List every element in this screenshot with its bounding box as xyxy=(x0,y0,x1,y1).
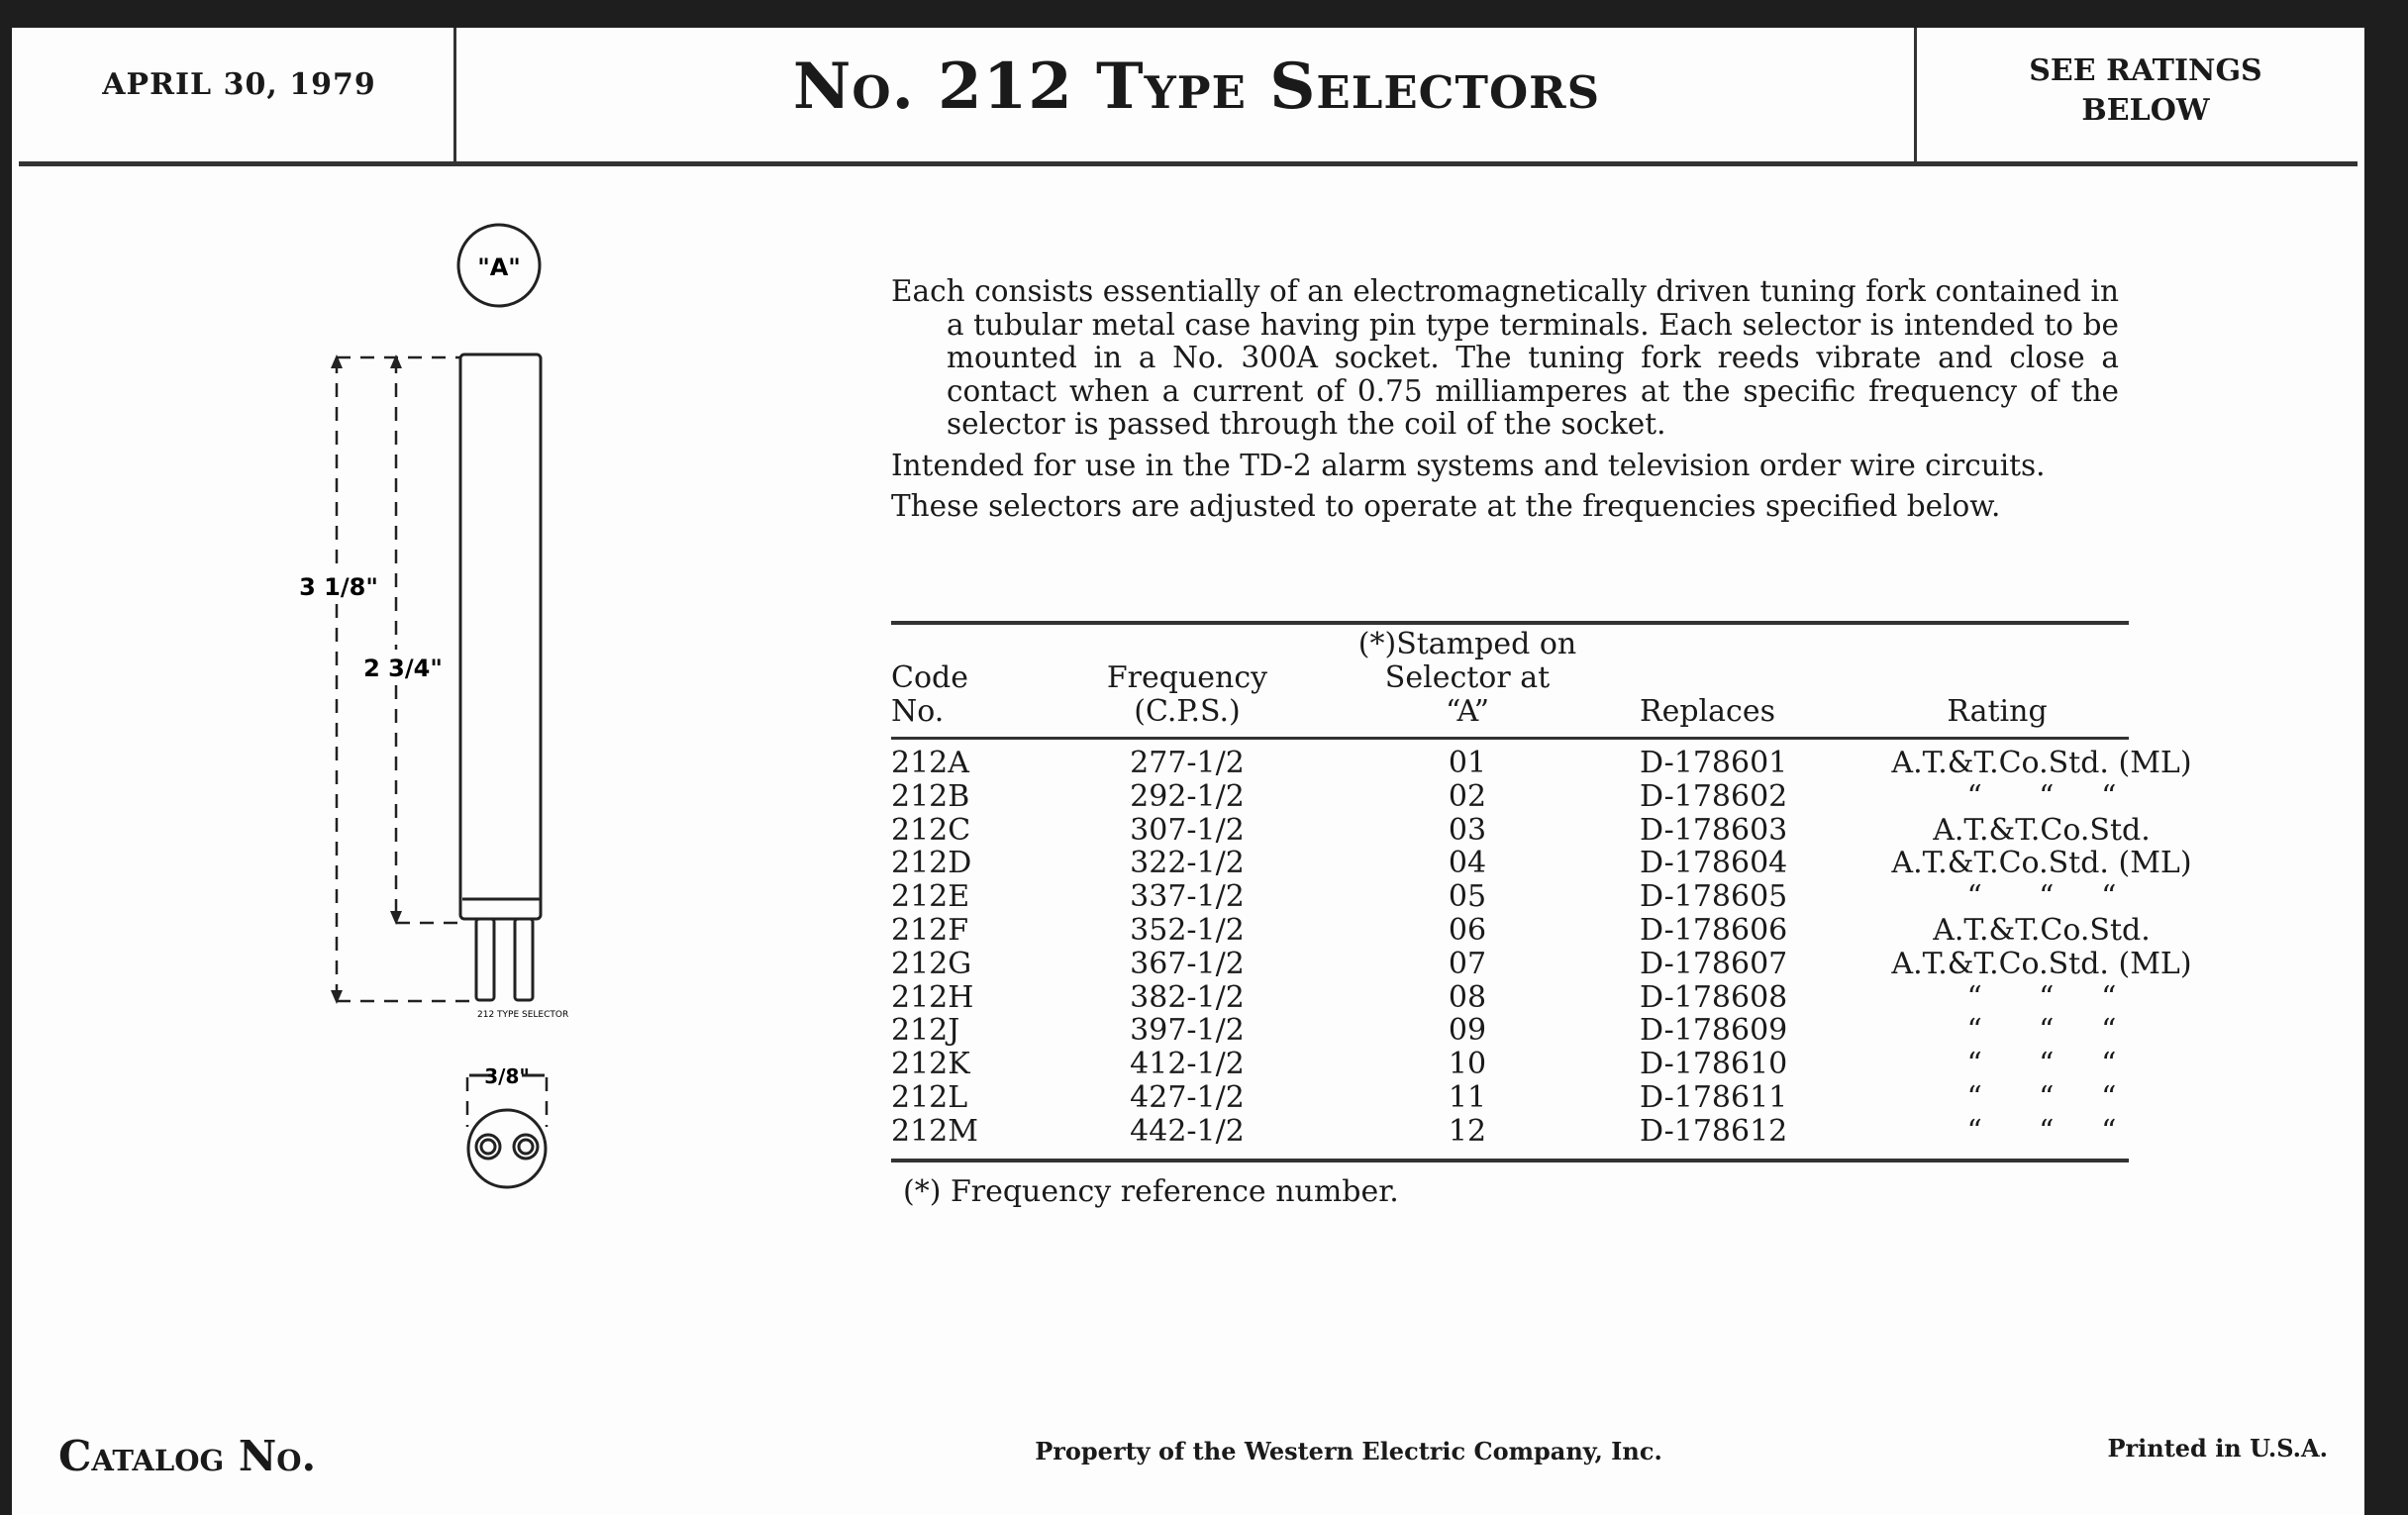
col-header-code xyxy=(891,661,968,729)
cell-frequency: 367-1/2 xyxy=(1130,946,1245,981)
catalog-sheet xyxy=(12,28,2364,1515)
page-title: No. 212 Type Selectors xyxy=(792,50,1601,124)
cell-frequency: 382-1/2 xyxy=(1130,979,1245,1015)
cell-stamped: 07 xyxy=(1448,946,1487,981)
ratings-note-line2: BELOW xyxy=(2081,93,2210,128)
cell-rating: “ “ “ xyxy=(1966,1013,2117,1049)
table-header-rule xyxy=(891,737,2129,740)
property-notice: Property of the Western Electric Company, Inc. xyxy=(1035,1437,1662,1465)
table-row xyxy=(12,1048,2364,1081)
cell-frequency: 322-1/2 xyxy=(1130,846,1245,881)
table-row xyxy=(12,914,2364,948)
printed-notice: Printed in U.S.A. xyxy=(2107,1434,2328,1463)
cell-frequency: 337-1/2 xyxy=(1130,879,1245,915)
case-length-label: 2 3/4" xyxy=(363,655,443,682)
cell-rating: “ “ “ xyxy=(1966,979,2117,1015)
table-footnote: (*) Frequency reference number. xyxy=(903,1174,1399,1209)
table-row xyxy=(12,948,2364,981)
cell-frequency: 307-1/2 xyxy=(1130,812,1245,848)
cell-replaces: D-178605 xyxy=(1640,879,1788,915)
cell-stamped: 06 xyxy=(1448,913,1487,948)
cell-stamped: 04 xyxy=(1448,846,1487,881)
cell-rating: A.T.&T.Co.Std. xyxy=(1933,812,2151,848)
cell-stamped: 01 xyxy=(1448,746,1487,780)
cell-replaces: D-178603 xyxy=(1640,812,1788,848)
cell-replaces: D-178609 xyxy=(1640,1013,1788,1049)
col-header-frequency-line: (C.P.S.) xyxy=(1134,694,1241,729)
col-header-frequency-line: Frequency xyxy=(1106,660,1268,695)
cell-code: 212J xyxy=(891,1013,960,1049)
cell-replaces: D-178608 xyxy=(1640,979,1788,1015)
cell-stamped: 05 xyxy=(1448,879,1487,915)
ratings-note-line1: SEE RATINGS xyxy=(2029,53,2262,88)
cell-frequency: 352-1/2 xyxy=(1130,913,1245,948)
table-row xyxy=(12,981,2364,1015)
cell-replaces: D-178611 xyxy=(1640,1080,1788,1115)
cell-code: 212C xyxy=(891,812,971,848)
description-paragraph: Intended for use in the TD-2 alarm systems and television order wire circuits. xyxy=(891,448,2046,482)
cell-code: 212E xyxy=(891,879,970,915)
ratings-note xyxy=(1927,51,2364,131)
cell-replaces: D-178604 xyxy=(1640,846,1788,881)
cell-frequency: 427-1/2 xyxy=(1130,1080,1245,1115)
table-row xyxy=(12,880,2364,914)
cell-code: 212F xyxy=(891,913,969,948)
description-paragraph: Each consists essentially of an electromagnetically driven tuning fork contained in a tubular metal case having pin type terminals. Each selector is intended to be mounted in a No. 300A socket. The tuning fork reeds vibrate and close a contact when a current of 0.75 milliamperes at the specific frequency of the selector is passed through the coil of the socket. xyxy=(891,274,2119,441)
diameter-label: 3/8" xyxy=(484,1064,530,1088)
col-header-replaces: Replaces xyxy=(1640,694,1775,729)
catalog-number-label: Catalog No. xyxy=(58,1432,317,1480)
col-header-frequency xyxy=(1088,661,1286,729)
cell-code: 212M xyxy=(891,1113,978,1149)
cell-replaces: D-178602 xyxy=(1640,778,1788,814)
cell-code: 212H xyxy=(891,979,974,1015)
cell-stamped: 09 xyxy=(1448,1013,1487,1049)
col-header-stamped-line: Selector at xyxy=(1384,660,1551,695)
cell-rating: “ “ “ xyxy=(1966,778,2117,814)
table-bottom-rule xyxy=(891,1159,2129,1162)
cell-stamped: 08 xyxy=(1448,979,1487,1015)
description-paragraph: These selectors are adjusted to operate at the frequencies specified below. xyxy=(891,489,2001,523)
table-row xyxy=(12,780,2364,814)
cell-stamped: 03 xyxy=(1448,812,1487,848)
cell-frequency: 412-1/2 xyxy=(1130,1047,1245,1082)
cell-code: 212L xyxy=(891,1080,968,1115)
cell-stamped: 11 xyxy=(1448,1080,1487,1115)
cell-replaces: D-178606 xyxy=(1640,913,1788,948)
cell-replaces: D-178610 xyxy=(1640,1047,1788,1082)
cell-code: 212K xyxy=(891,1047,970,1082)
overall-length-label: 3 1/8" xyxy=(299,573,378,601)
cell-rating: A.T.&T.Co.Std. xyxy=(1933,913,2151,948)
cell-rating: “ “ “ xyxy=(1966,1113,2117,1149)
drawing-caption: 212 TYPE SELECTOR xyxy=(477,1010,569,1020)
cell-rating: “ “ “ xyxy=(1966,1080,2117,1115)
col-header-stamped-line: (*)Stamped on xyxy=(1357,627,1577,661)
cell-rating: “ “ “ xyxy=(1966,1047,2117,1082)
cell-frequency: 442-1/2 xyxy=(1130,1113,1245,1149)
cell-code: 212D xyxy=(891,846,972,881)
col-header-rating: Rating xyxy=(1947,694,2048,729)
cell-stamped: 10 xyxy=(1448,1047,1487,1082)
cell-frequency: 397-1/2 xyxy=(1130,1013,1245,1049)
cell-code: 212B xyxy=(891,778,970,814)
cell-rating: A.T.&T.Co.Std. (ML) xyxy=(1891,846,2192,881)
cell-replaces: D-178612 xyxy=(1640,1113,1788,1149)
cell-rating: “ “ “ xyxy=(1966,879,2117,915)
table-row xyxy=(12,1115,2364,1149)
cell-rating: A.T.&T.Co.Std. (ML) xyxy=(1891,946,2192,981)
cell-rating: A.T.&T.Co.Std. (ML) xyxy=(1891,746,2192,780)
table-row xyxy=(12,847,2364,880)
col-header-code-line: No. xyxy=(891,694,945,729)
cell-replaces: D-178607 xyxy=(1640,946,1788,981)
description xyxy=(891,275,2119,532)
table-row xyxy=(12,747,2364,780)
table-row xyxy=(12,1014,2364,1048)
issue-date: APRIL 30, 1979 xyxy=(102,67,376,102)
cell-frequency: 292-1/2 xyxy=(1130,778,1245,814)
cell-stamped: 12 xyxy=(1448,1113,1487,1149)
col-header-stamped-line: “A” xyxy=(1445,694,1490,729)
table-row xyxy=(12,1081,2364,1115)
header-divider xyxy=(1914,28,1917,162)
cell-replaces: D-178601 xyxy=(1640,746,1788,780)
table-row xyxy=(12,814,2364,848)
stamp-label: "A" xyxy=(477,253,521,281)
cell-code: 212A xyxy=(891,746,969,780)
cell-code: 212G xyxy=(891,946,972,981)
cell-stamped: 02 xyxy=(1448,778,1487,814)
col-header-stamped xyxy=(1319,628,1616,729)
table-top-rule xyxy=(891,621,2129,625)
cell-frequency: 277-1/2 xyxy=(1130,746,1245,780)
col-header-code-line: Code xyxy=(891,660,968,695)
